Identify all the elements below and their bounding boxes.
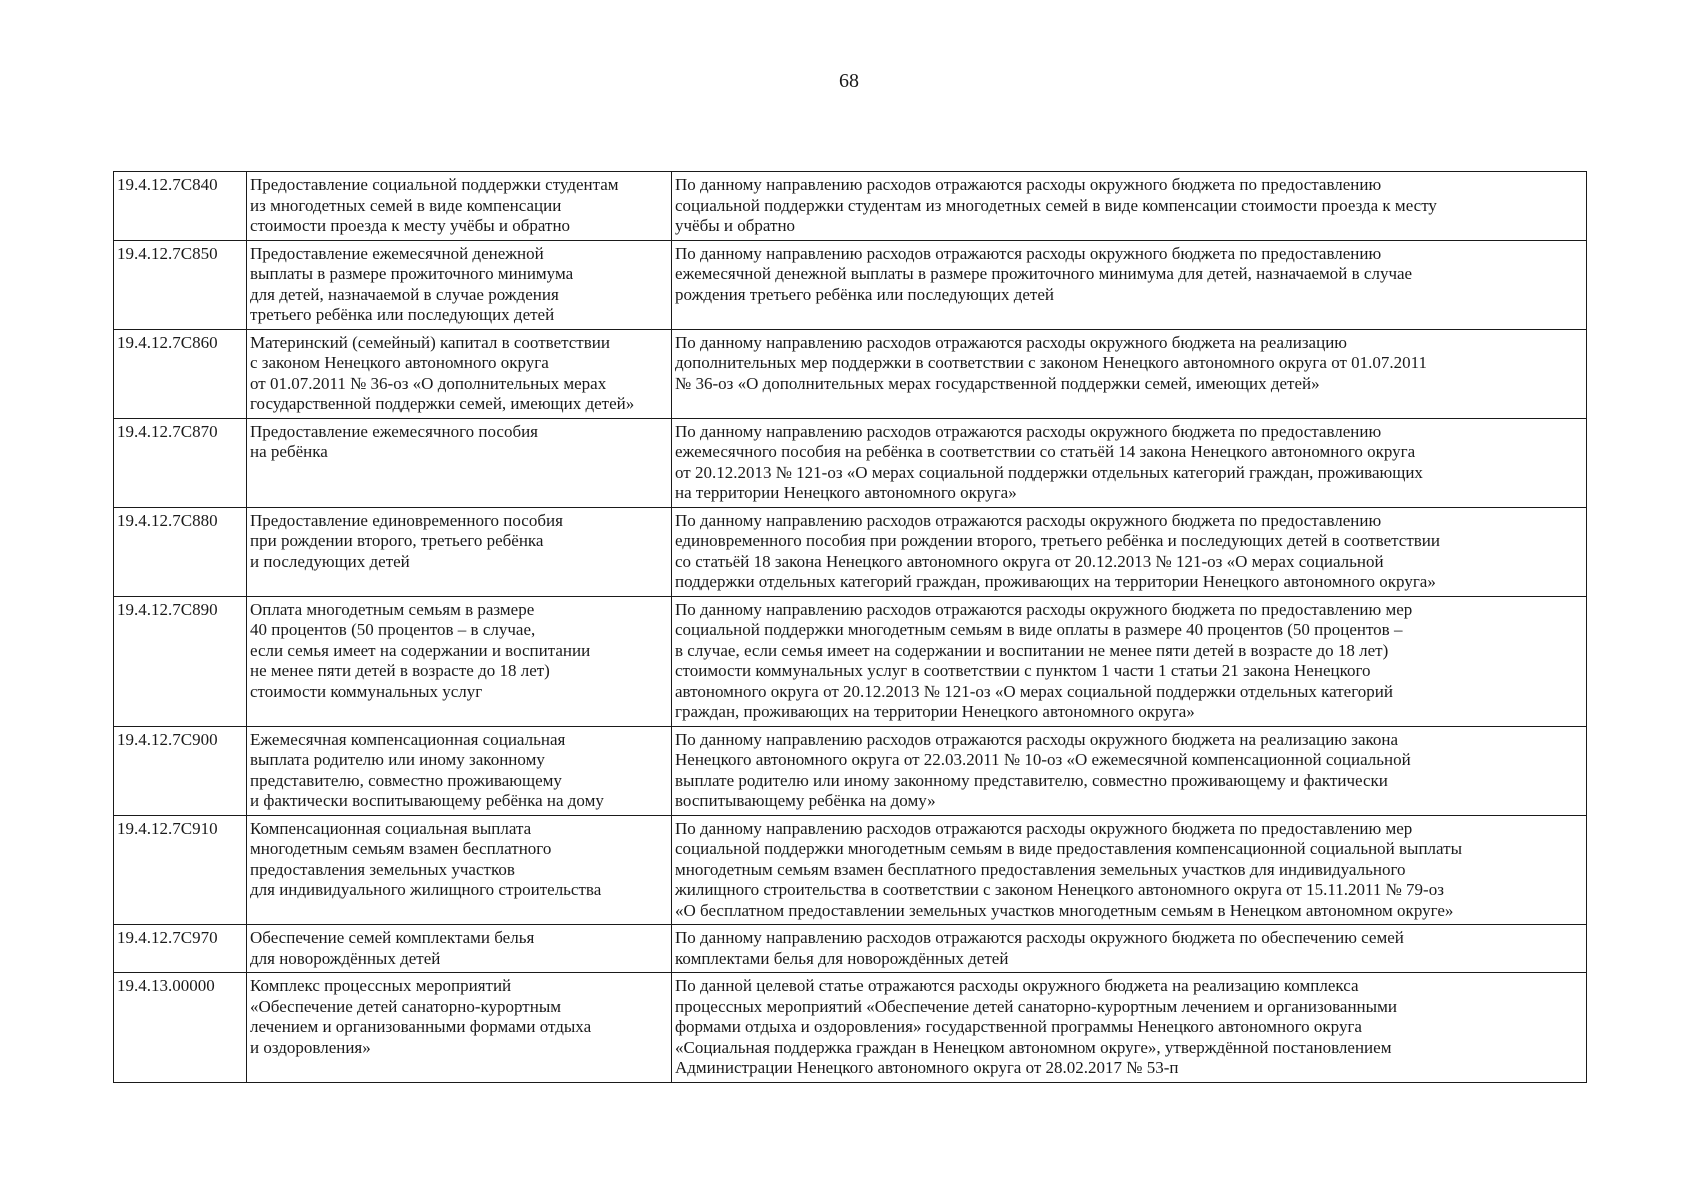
name-cell: Компенсационная социальная выплата многодетным семьям взамен бесплатного предоставления земельных участков для индивидуального жилищного строительства	[247, 815, 672, 925]
table-row	[114, 925, 1587, 973]
page-number: 68	[839, 70, 859, 92]
name-cell: Материнский (семейный) капитал в соответствии с законом Ненецкого автономного округа от 01.07.2011 № 36-оз «О дополнительных мерах государственной поддержки семей, имеющих детей»	[247, 329, 672, 418]
budget-classification-table	[113, 171, 1587, 1083]
code-cell: 19.4.12.7С870	[114, 418, 247, 507]
description-cell: По данному направлению расходов отражаются расходы окружного бюджета на реализацию закона Ненецкого автономного округа от 22.03.2011 № 10-оз «О ежемесячной компенсационной социальной выплате родителю или иному законному представителю, совместно проживающему и фактически воспитывающему ребёнка на дому»	[672, 726, 1587, 815]
table-row	[114, 726, 1587, 815]
table-body	[114, 172, 1587, 1083]
name-cell: Обеспечение семей комплектами белья для новорождённых детей	[247, 925, 672, 973]
table-row	[114, 329, 1587, 418]
code-cell: 19.4.12.7С850	[114, 240, 247, 329]
description-cell: По данной целевой статье отражаются расходы окружного бюджета на реализацию комплекса процессных мероприятий «Обеспечение детей санаторно-курортным лечением и организованными формами отдыха и оздоровления» государственной программы Ненецкого автономного округа «Социальная поддержка граждан в Ненецком автономном округе», утверждённой постановлением Администрации Ненецкого автономного округа от 28.02.2017 № 53-п	[672, 973, 1587, 1083]
code-cell: 19.4.12.7С970	[114, 925, 247, 973]
name-cell: Оплата многодетным семьям в размере 40 процентов (50 процентов – в случае, если семья имеет на содержании и воспитании не менее пяти детей в возрасте до 18 лет) стоимости коммунальных услуг	[247, 596, 672, 726]
description-cell: По данному направлению расходов отражаются расходы окружного бюджета по предоставлению социальной поддержки студентам из многодетных семей в виде компенсации стоимости проезда к месту учёбы и обратно	[672, 172, 1587, 241]
code-cell: 19.4.12.7С910	[114, 815, 247, 925]
code-cell: 19.4.12.7С840	[114, 172, 247, 241]
table-row	[114, 596, 1587, 726]
code-cell: 19.4.12.7С860	[114, 329, 247, 418]
table-row	[114, 507, 1587, 596]
description-cell: По данному направлению расходов отражаются расходы окружного бюджета по предоставлению ежемесячного пособия на ребёнка в соответствии со статьёй 14 закона Ненецкого автономного округа от 20.12.2013 № 121-оз «О мерах социальной поддержки отдельных категорий граждан, проживающих на территории Ненецкого автономного округа»	[672, 418, 1587, 507]
description-cell: По данному направлению расходов отражаются расходы окружного бюджета по предоставлению ежемесячной денежной выплаты в размере прожиточного минимума для детей, назначаемой в случае рождения третьего ребёнка или последующих детей	[672, 240, 1587, 329]
description-cell: По данному направлению расходов отражаются расходы окружного бюджета на реализацию дополнительных мер поддержки в соответствии с законом Ненецкого автономного округа от 01.07.2011 № 36-оз «О дополнительных мерах государственной поддержки семей, имеющих детей»	[672, 329, 1587, 418]
code-cell: 19.4.12.7С880	[114, 507, 247, 596]
name-cell: Предоставление социальной поддержки студентам из многодетных семей в виде компенсации стоимости проезда к месту учёбы и обратно	[247, 172, 672, 241]
table-row	[114, 973, 1587, 1083]
description-cell: По данному направлению расходов отражаются расходы окружного бюджета по предоставлению мер социальной поддержки многодетным семьям в виде оплаты в размере 40 процентов (50 процентов – в случае, если семья имеет на содержании и воспитании не менее пяти детей в возрасте до 18 лет) стоимости коммунальных услуг в соответствии с пунктом 1 части 1 статьи 21 закона Ненецкого автономного округа от 20.12.2013 № 121-оз «О мерах социальной поддержки отдельных категорий граждан, проживающих на территории Ненецкого автономного округа»	[672, 596, 1587, 726]
code-cell: 19.4.13.00000	[114, 973, 247, 1083]
table-row	[114, 240, 1587, 329]
name-cell: Комплекс процессных мероприятий «Обеспечение детей санаторно-курортным лечением и организованными формами отдыха и оздоровления»	[247, 973, 672, 1083]
code-cell: 19.4.12.7С900	[114, 726, 247, 815]
name-cell: Предоставление ежемесячной денежной выплаты в размере прожиточного минимума для детей, назначаемой в случае рождения третьего ребёнка или последующих детей	[247, 240, 672, 329]
description-cell: По данному направлению расходов отражаются расходы окружного бюджета по предоставлению мер социальной поддержки многодетным семьям в виде предоставления компенсационной социальной выплаты многодетным семьям взамен бесплатного предоставления земельных участков для индивидуального жилищного строительства в соответствии с законом Ненецкого автономного округа от 15.11.2011 № 79-оз «О бесплатном предоставлении земельных участков многодетным семьям в Ненецком автономном округе»	[672, 815, 1587, 925]
name-cell: Предоставление ежемесячного пособия на ребёнка	[247, 418, 672, 507]
code-cell: 19.4.12.7С890	[114, 596, 247, 726]
table-row	[114, 172, 1587, 241]
description-cell: По данному направлению расходов отражаются расходы окружного бюджета по предоставлению единовременного пособия при рождении второго, третьего ребёнка и последующих детей в соответствии со статьёй 18 закона Ненецкого автономного округа от 20.12.2013 № 121-оз «О мерах социальной поддержки отдельных категорий граждан, проживающих на территории Ненецкого автономного округа»	[672, 507, 1587, 596]
table-row	[114, 418, 1587, 507]
description-cell: По данному направлению расходов отражаются расходы окружного бюджета по обеспечению семей комплектами белья для новорождённых детей	[672, 925, 1587, 973]
name-cell: Ежемесячная компенсационная социальная выплата родителю или иному законному представителю, совместно проживающему и фактически воспитывающему ребёнка на дому	[247, 726, 672, 815]
table-row	[114, 815, 1587, 925]
name-cell: Предоставление единовременного пособия при рождении второго, третьего ребёнка и последующих детей	[247, 507, 672, 596]
